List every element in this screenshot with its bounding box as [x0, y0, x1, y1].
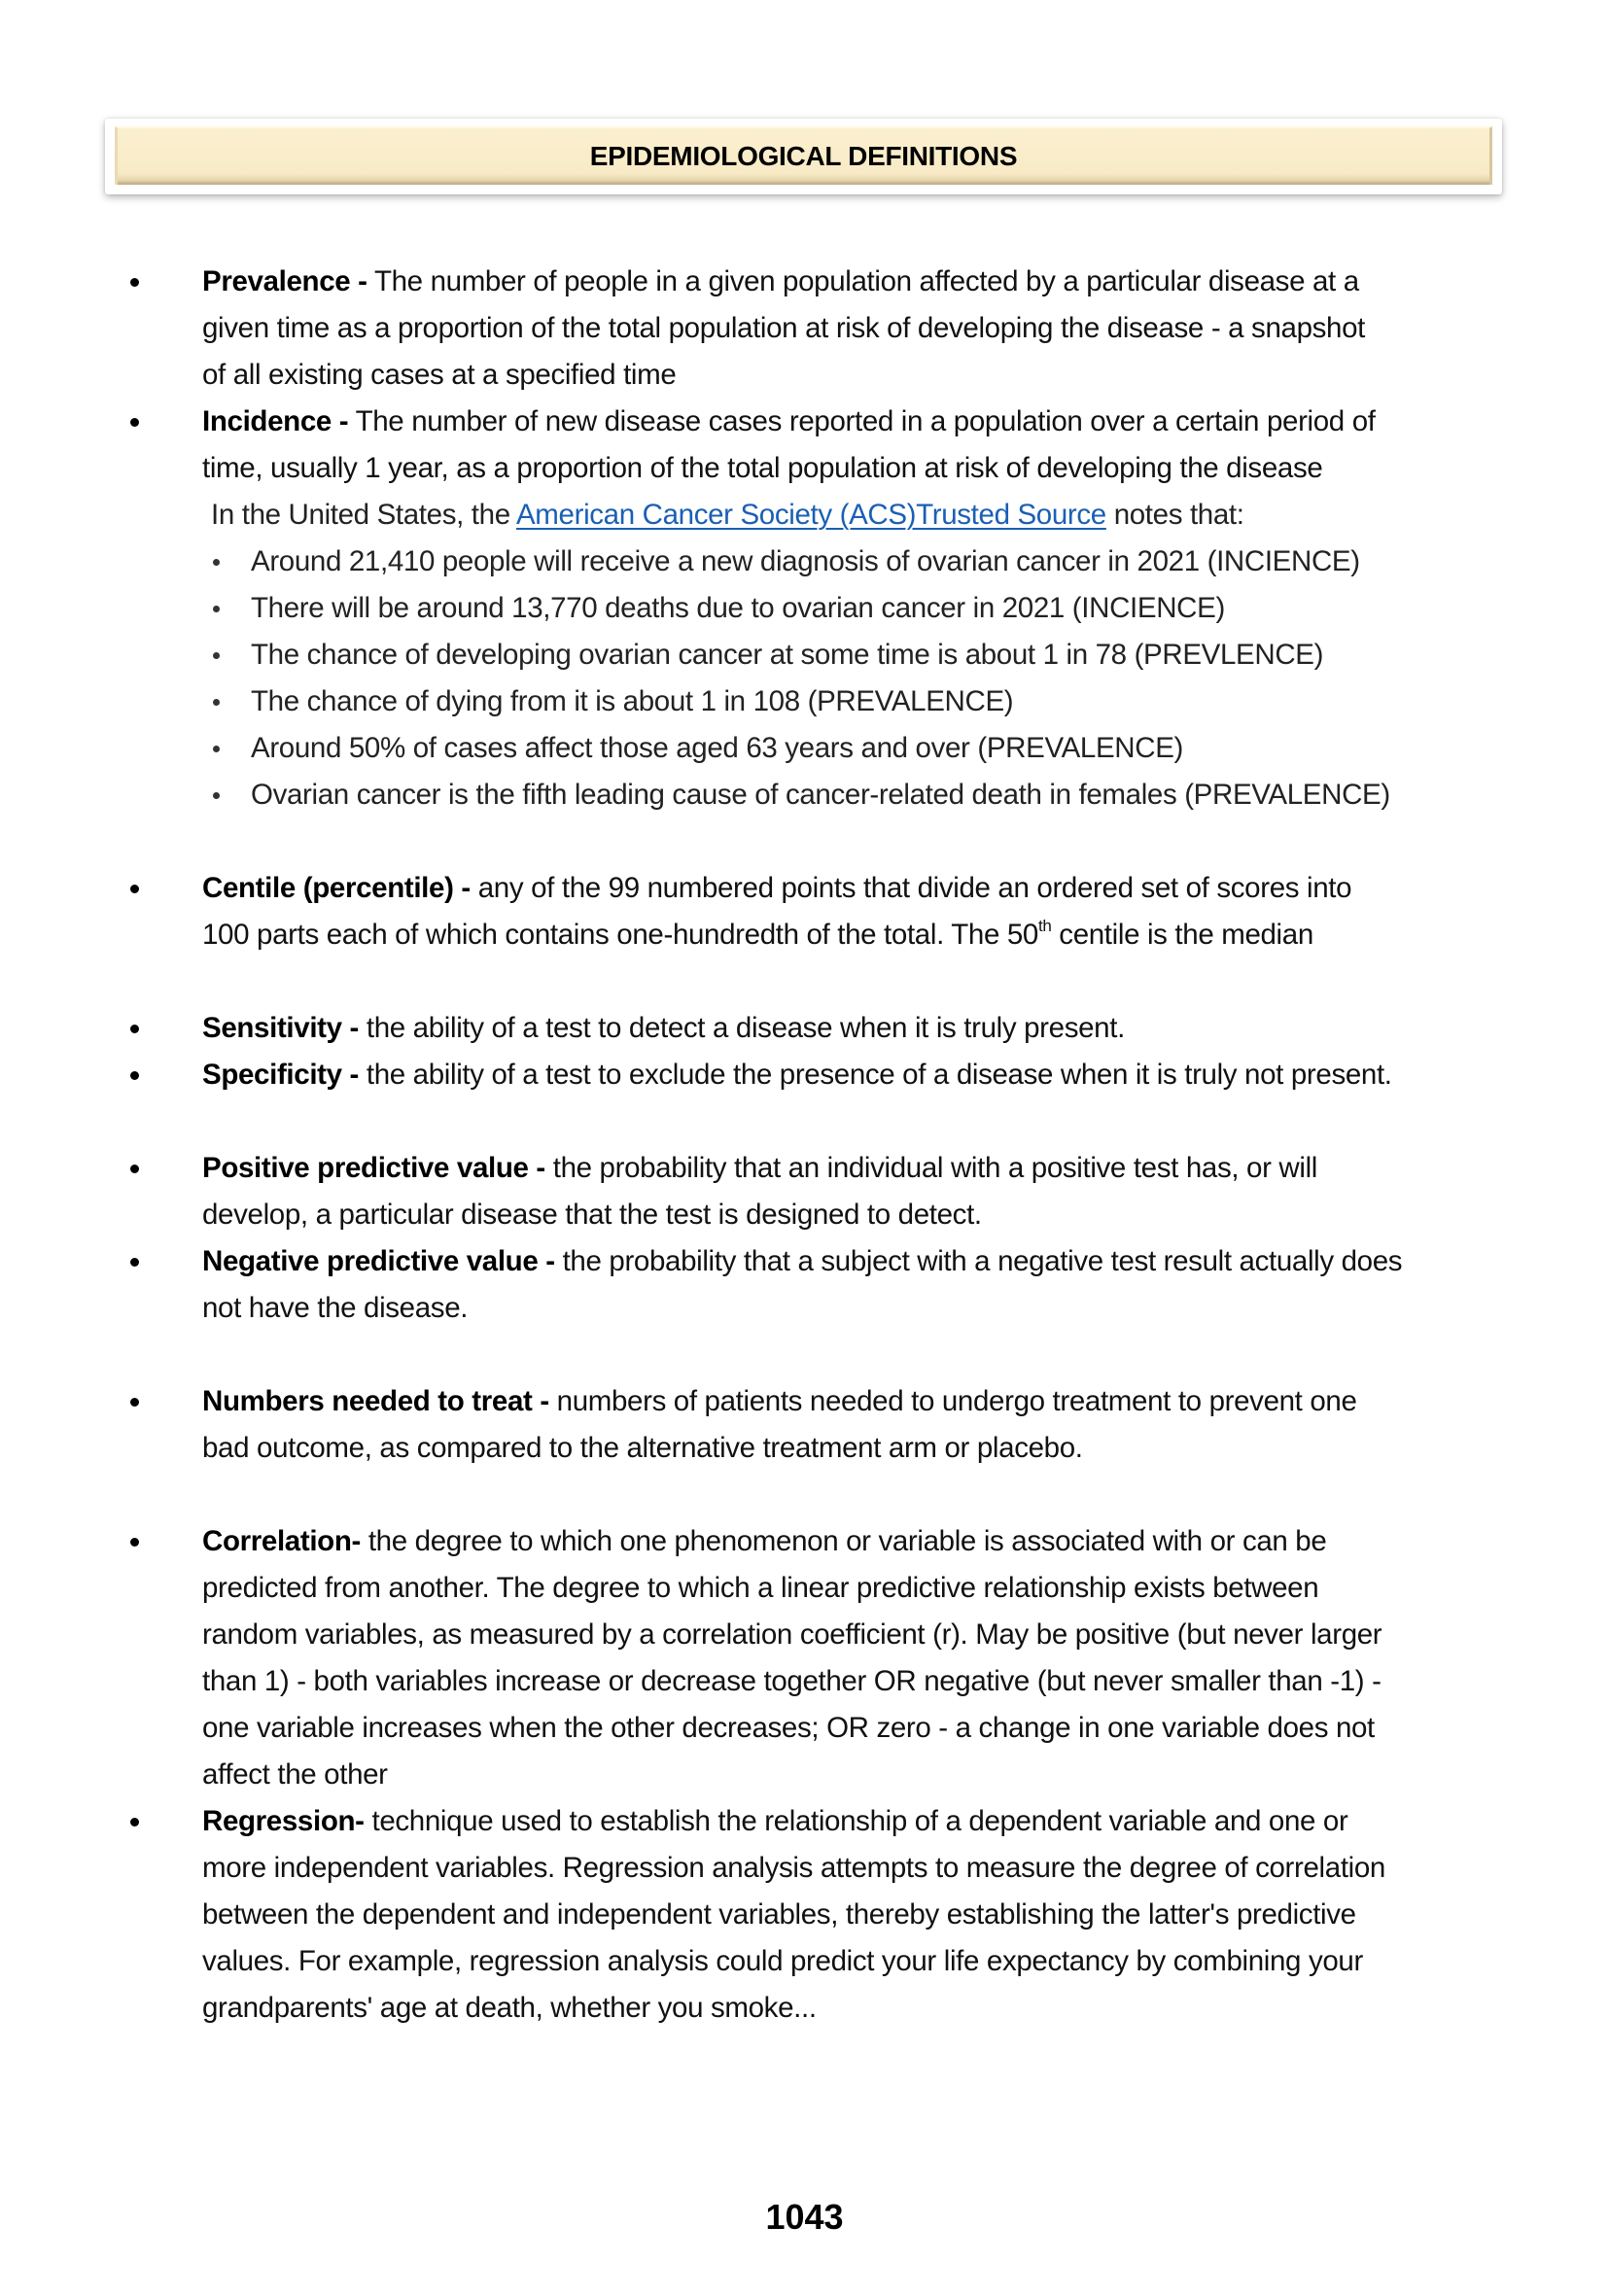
definition-line: bad outcome, as compared to the alternative treatment arm or placebo. [202, 1432, 1083, 1464]
page-number: 1043 [765, 2197, 844, 2237]
superscript: th [1037, 917, 1052, 936]
definition-term: Correlation- [202, 1525, 361, 1557]
definition-line [202, 1238, 1402, 1285]
definition-line [202, 865, 1351, 912]
definition-term: Positive predictive value - [202, 1152, 545, 1184]
definition-line [202, 1052, 1392, 1098]
sub-bullet-icon [213, 559, 220, 566]
definition-line: time, usually 1 year, as a proportion of the total population at risk of developing the disease [202, 452, 1323, 484]
bullet-icon [130, 1398, 139, 1407]
definition-text: the probability that a subject with a negative test result actually does [554, 1245, 1403, 1277]
definition-term: Regression- [202, 1805, 365, 1837]
definition-line: given time as a proportion of the total population at risk of developing the disease - a snapshot [202, 312, 1365, 344]
definition-line [202, 1518, 1326, 1565]
acs-note-prefix: In the United States, the [211, 499, 516, 531]
page-title: EPIDEMIOLOGICAL DEFINITIONS [589, 141, 1018, 171]
definition-term: Centile (percentile) - [202, 872, 471, 904]
definition-text: The number of people in a given population affected by a particular disease at a [367, 265, 1359, 297]
bullet-icon [130, 1258, 139, 1267]
sub-bullet-icon [213, 746, 220, 752]
acs-note [211, 492, 1244, 539]
definition-term: Incidence - [202, 405, 349, 437]
definition-line [202, 912, 1313, 958]
section-header-box [115, 126, 1492, 185]
definition-line [202, 1798, 1347, 1845]
definition-line [202, 1378, 1357, 1425]
sub-bullet-icon [213, 792, 220, 799]
bullet-icon [130, 1025, 139, 1033]
definition-line: not have the disease. [202, 1292, 469, 1324]
bullet-icon [130, 885, 139, 893]
sub-bullet-icon [213, 606, 220, 612]
definition-line: values. For example, regression analysis could predict your life expectancy by combining your [202, 1945, 1363, 1977]
definition-term: Specificity - [202, 1059, 360, 1091]
definition-text: the degree to which one phenomenon or variable is associated with or can be [360, 1525, 1327, 1557]
bullet-icon [130, 1818, 139, 1826]
sub-bullet-icon [213, 652, 220, 659]
definition-term: Sensitivity - [202, 1012, 360, 1044]
definition-line: grandparents' age at death, whether you smoke... [202, 1992, 817, 2024]
acs-note-suffix: notes that: [1105, 499, 1244, 531]
definition-line: random variables, as measured by a correlation coefficient (r). May be positive (but never larger [202, 1618, 1382, 1651]
definition-term: Negative predictive value - [202, 1245, 555, 1277]
definition-line [202, 1145, 1317, 1192]
definition-line: between the dependent and independent variables, thereby establishing the latter's predictive [202, 1898, 1356, 1931]
definition-text: the ability of a test to exclude the presence of a disease when it is truly not present. [359, 1059, 1392, 1091]
definition-text: the probability that an individual with a positive test has, or will [544, 1152, 1317, 1184]
definition-text: any of the 99 numbered points that divide an ordered set of scores into [470, 872, 1352, 904]
fact-item: Ovarian cancer is the fifth leading cause of cancer-related death in females (PREVALENCE) [251, 779, 1390, 811]
fact-item: Around 21,410 people will receive a new diagnosis of ovarian cancer in 2021 (INCIENCE) [251, 545, 1360, 577]
definition-line: than 1) - both variables increase or decrease together OR negative (but never smaller than -1) - [202, 1665, 1382, 1697]
sub-bullet-icon [213, 699, 220, 706]
fact-item: Around 50% of cases affect those aged 63 years and over (PREVALENCE) [251, 732, 1183, 764]
definition-text: numbers of patients needed to undergo treatment to prevent one [548, 1385, 1357, 1417]
bullet-icon [130, 278, 139, 287]
definition-text: technique used to establish the relationship of a dependent variable and one or [364, 1805, 1348, 1837]
definition-text: centile is the median [1051, 919, 1313, 951]
definition-text: the ability of a test to detect a disease when it is truly present. [359, 1012, 1125, 1044]
definition-term: Prevalence - [202, 265, 367, 297]
definition-line: develop, a particular disease that the test is designed to detect. [202, 1199, 982, 1231]
definition-line: affect the other [202, 1758, 388, 1791]
fact-item: There will be around 13,770 deaths due to ovarian cancer in 2021 (INCIENCE) [251, 592, 1225, 624]
definition-line: more independent variables. Regression analysis attempts to measure the degree of correlation [202, 1852, 1385, 1884]
definition-line: one variable increases when the other decreases; OR zero - a change in one variable does not [202, 1712, 1375, 1744]
fact-item: The chance of dying from it is about 1 in 108 (PREVALENCE) [251, 685, 1014, 717]
fact-item: The chance of developing ovarian cancer at some time is about 1 in 78 (PREVLENCE) [251, 639, 1324, 671]
bullet-icon [130, 1165, 139, 1173]
definition-text: 100 parts each of which contains one-hundredth of the total. The 50 [202, 919, 1038, 951]
bullet-icon [130, 1071, 139, 1080]
definition-line [202, 1005, 1125, 1052]
definition-line [202, 259, 1359, 305]
section-header [105, 119, 1502, 194]
definition-term: Numbers needed to treat - [202, 1385, 549, 1417]
bullet-icon [130, 1538, 139, 1547]
bullet-icon [130, 418, 139, 427]
acs-trusted-source-link[interactable]: American Cancer Society (ACS)Trusted Source [515, 499, 1106, 531]
definition-text: The number of new disease cases reported in a population over a certain period of [348, 405, 1376, 437]
definition-line: of all existing cases at a specified time [202, 359, 677, 391]
definition-line [202, 399, 1376, 445]
definition-line: predicted from another. The degree to which a linear predictive relationship exists between [202, 1572, 1319, 1604]
